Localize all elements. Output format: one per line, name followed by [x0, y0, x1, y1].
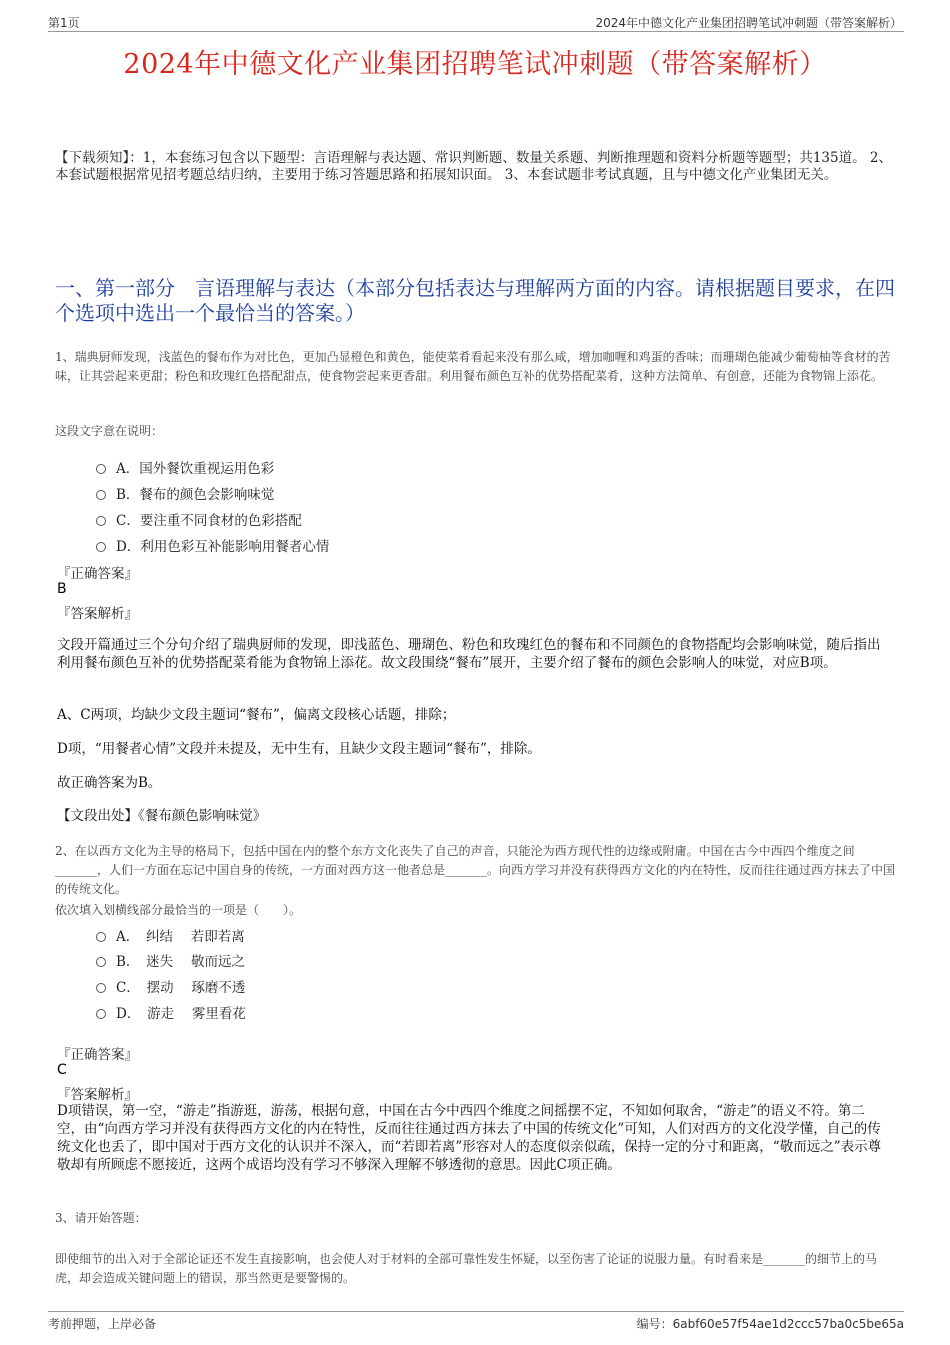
- page-number: 第1页: [48, 16, 80, 30]
- q2-answer-label: 『正确答案』: [57, 1047, 138, 1063]
- question-1-text: 1、瑞典厨师发现，浅蓝色的餐布作为对比色，更加凸显橙色和黄色，能使菜肴看起来没有那么咸，增加咖喱和鸡蛋的香味；而珊瑚色能减少葡萄柚等食材的苦味，让其尝起来更甜；粉色和玫瑰红色搭配甜点，使食物尝起来更香甜。利用餐布颜色互补的优势搭配菜肴，这种方法简单、有创意，还能为食物锦上添花。: [55, 350, 891, 383]
- radio-icon[interactable]: [96, 1009, 106, 1019]
- q2-option-b[interactable]: B． 迷失 敬而远之: [96, 950, 245, 970]
- q1-answer: B: [57, 581, 67, 597]
- radio-icon[interactable]: [96, 957, 106, 967]
- question-2-text: 2、在以西方文化为主导的格局下，包括中国在内的整个东方文化丧失了自己的声音，只能沦为西方现代性的边缘或附庸。中国在古今中西四个维度之间_______，人们一方面在忘记中国自身的传统，一方面对西方这一他者总是_______。向西方学习并没有获得西方文化的内在特性，反而往往通过西方抹去了中国的传统文化。: [55, 844, 896, 896]
- q2-answer: C: [57, 1062, 67, 1078]
- q1-option-b[interactable]: B．餐布的颜色会影响味觉: [96, 483, 274, 503]
- page-title: 2024年中德文化产业集团招聘笔试冲刺题（带答案解析）: [123, 49, 827, 80]
- q1-analysis-paragraph: D项，“用餐者心情”文段并未提及，无中生有，且缺少文段主题词“餐布”，排除。: [57, 741, 541, 757]
- q2-option-a[interactable]: A． 纠结 若即若离: [96, 925, 245, 945]
- running-header: 2024年中德文化产业集团招聘笔试冲刺题（带答案解析）: [595, 16, 902, 30]
- q1-analysis-paragraph: 故正确答案为B。: [57, 775, 162, 791]
- radio-icon[interactable]: [96, 490, 106, 500]
- q1-option-a[interactable]: A．国外餐饮重视运用色彩: [96, 457, 274, 477]
- question-2-prompt: 依次填入划横线部分最恰当的一项是（ ）。: [55, 903, 302, 917]
- q1-analysis-paragraph: 文段开篇通过三个分句介绍了瑞典厨师的发现，即浅蓝色、珊瑚色、粉色和玫瑰红色的餐布和不同颜色的食物搭配均会影响味觉，随后指出利用餐布颜色互补的优势搭配菜肴能为食物锦上添花。故文段围绕“餐布”展开，主要介绍了餐布的颜色会影响人的味觉，对应B项。: [57, 637, 881, 671]
- q2-analysis-label: 『答案解析』: [57, 1087, 138, 1103]
- footer-rule: [48, 1311, 904, 1312]
- section-title: 一、第一部分 言语理解与表达（本部分包括表达与理解两方面的内容。请根据题目要求，在四个选项中选出一个最恰当的答案。）: [55, 276, 895, 325]
- q2-option-d[interactable]: D． 游走 雾里看花: [96, 1002, 246, 1022]
- q1-analysis-paragraph: A、C两项，均缺少文段主题词“餐布”，偏离文段核心话题，排除；: [57, 707, 456, 723]
- download-notice: 【下载须知】：1，本套练习包含以下题型：言语理解与表达题、常识判断题、数量关系题、判断推理题和资料分析题等题型；共135道。 2、本套试题根据常见招考题总结归纳，主要用于练习答题思路和拓展知识面。 3、本套试题非考试真题，且与中德文化产业集团无关。: [55, 150, 892, 183]
- question-1-prompt: 这段文字意在说明：: [55, 424, 164, 438]
- radio-icon[interactable]: [96, 516, 106, 526]
- q1-option-c[interactable]: C．要注重不同食材的色彩搭配: [96, 509, 302, 529]
- radio-icon[interactable]: [96, 464, 106, 474]
- document-id: 编号：6abf60e57f54ae1d2ccc57ba0c5be65a: [636, 1317, 904, 1331]
- radio-icon[interactable]: [96, 542, 106, 552]
- q1-option-d[interactable]: D．利用色彩互补能影响用餐者心情: [96, 535, 329, 555]
- q2-option-c[interactable]: C． 摆动 琢磨不透: [96, 976, 245, 996]
- radio-icon[interactable]: [96, 932, 106, 942]
- radio-icon[interactable]: [96, 983, 106, 993]
- q1-analysis-label: 『答案解析』: [57, 606, 138, 622]
- q2-analysis: D项错误，第一空，“游走”指游逛，游荡，根据句意，中国在古今中西四个维度之间摇摆不定，不知如何取舍，“游走”的语义不符。第二空，由“向西方学习并没有获得西方文化的内在特性，反而往往通过西方抹去了中国的传统文化”可知，人们对西方的文化没学懂，自己的传统文化也丢了，即中国对于西方文化的认识并不深入，而“若即若离”形容对人的态度似亲似疏，保持一定的分寸和距离，“敬而远之”表示尊敬却有所顾虑不愿接近，这两个成语均没有学习不够深入理解不够透彻的意思。因此C项正确。: [57, 1103, 882, 1173]
- footer-slogan: 考前押题，上岸必备: [48, 1317, 157, 1331]
- question-3-text: 即使细节的出入对于全部论证还不发生直接影响，也会使人对于材料的全部可靠性发生怀疑，以至伤害了论证的说服力量。有时看来是_______的细节上的马虎，却会造成关键问题上的错误，那当然更是要警惕的。: [55, 1252, 878, 1285]
- question-3-heading: 3、请开始答题：: [55, 1211, 147, 1225]
- q1-source: 【文段出处】《餐布颜色影响味觉》: [57, 808, 267, 824]
- header-rule: [48, 31, 904, 32]
- q1-answer-label: 『正确答案』: [57, 566, 138, 582]
